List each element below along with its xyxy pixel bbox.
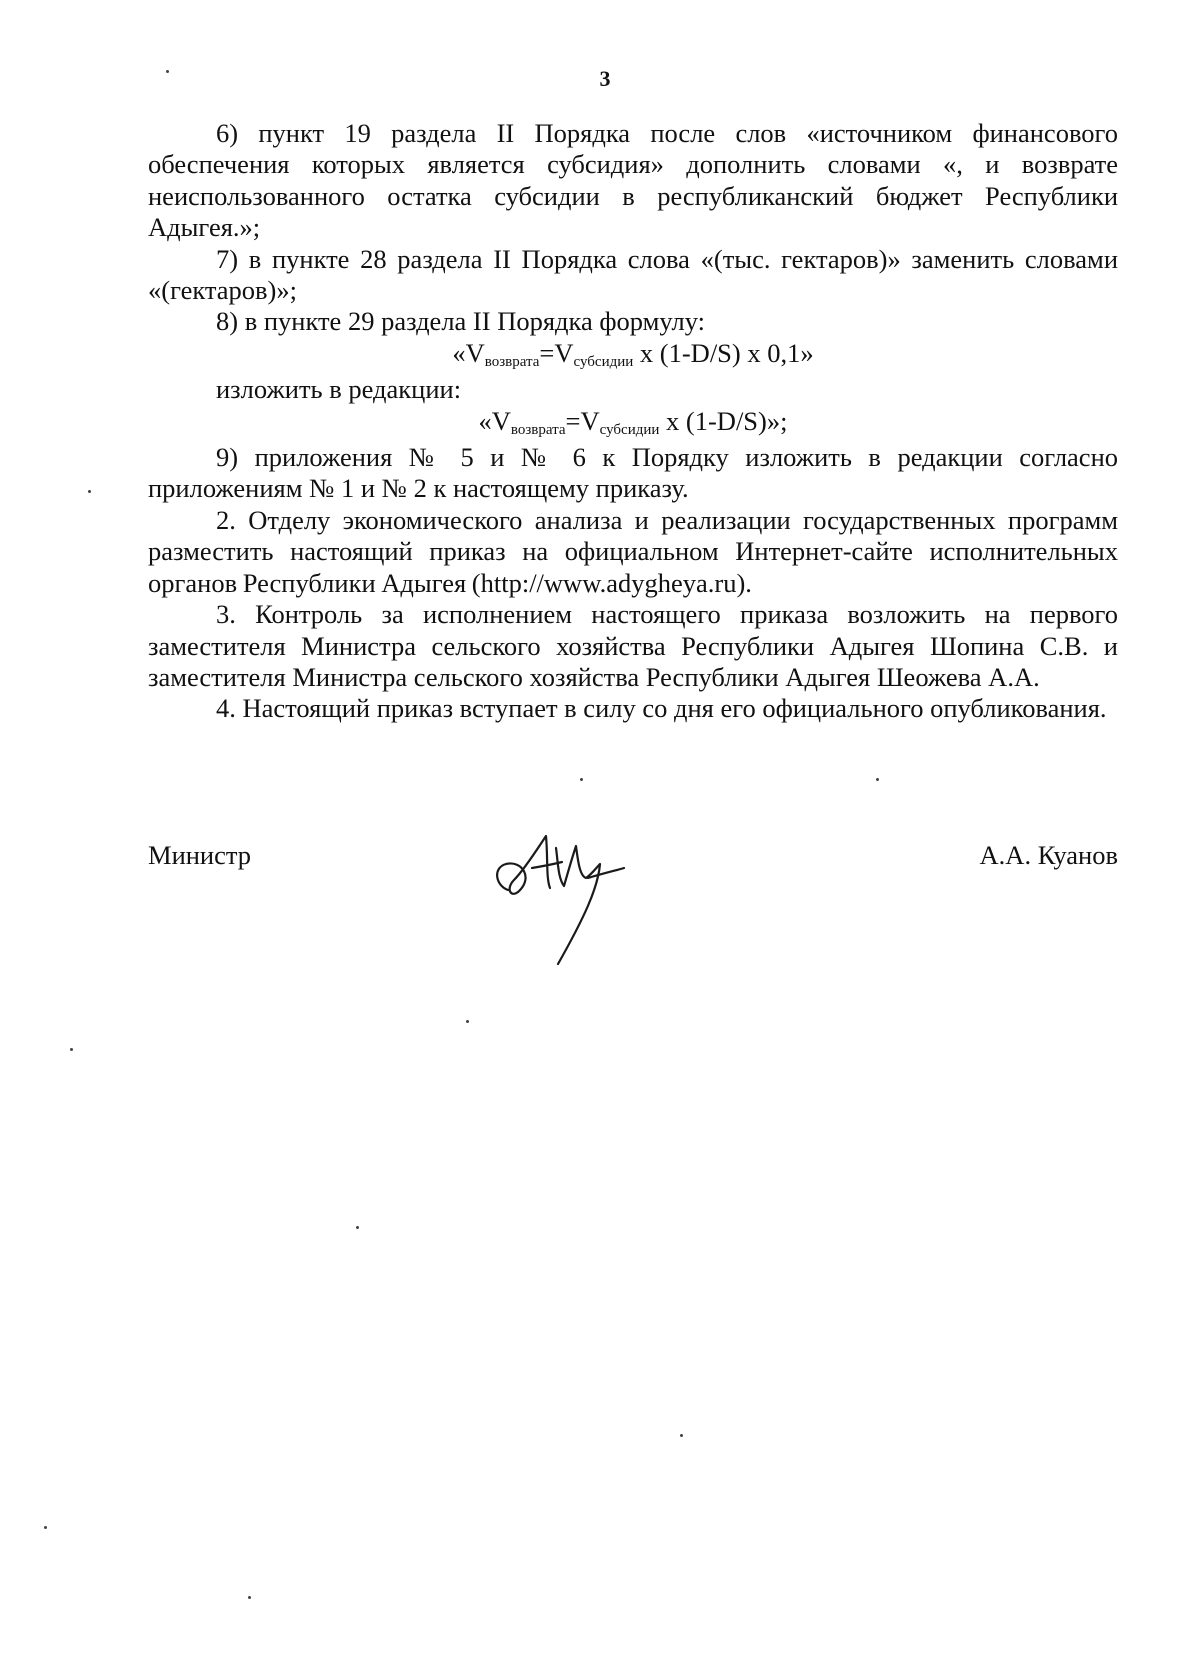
scan-speck [166,70,169,73]
document-body [148,118,1118,725]
scan-speck [580,778,583,781]
paragraph-item-8: 8) в пункте 29 раздела II Порядка формулу: [216,306,705,337]
paragraph-item-6: 6) пункт 19 раздела II Порядка после слов «источником финансового обеспечения которых является субсидия» дополнить словами «, и возврате неиспользованного остатка субсидии в республиканский бюджет Республики Адыгея.»; [148,118,1118,243]
scan-speck [70,1048,73,1051]
formula-old-open: «V [452,337,485,368]
formula-new-rest: х (1-D/S)»; [659,405,788,436]
formula-new-open: «V [478,405,511,436]
formula-old-sub-subsidy: субсидии [573,353,634,370]
paragraph-item-7: 7) в пункте 28 раздела II Порядка слова «(тыс. гектаров)» заменить словами «(гектаров)»; [148,243,1118,306]
section-4: 4. Настоящий приказ вступает в силу со дня его официального опубликования. [216,693,1107,724]
scan-speck [248,1596,251,1599]
formula-old-mid: =V [539,337,574,368]
formula-new-sub-subsidy: субсидии [599,421,660,438]
scan-speck [466,1020,469,1023]
formula-new-mid: =V [565,405,600,436]
edit-line: изложить в редакции: [216,374,462,405]
scan-speck [356,1226,359,1229]
signer-name: А.А. Куанов [979,840,1118,870]
handwritten-signature [488,828,648,978]
paragraph-item-9: 9) приложения № 5 и № 6 к Порядку изложить в редакции согласно приложениям № 1 и № 2 к настоящему приказу. [148,442,1118,504]
signer-title: Министр [148,840,252,870]
formula-old [148,338,1118,374]
formula-new-sub-return: возврата [510,421,566,438]
scan-speck [876,778,879,781]
section-3: 3. Контроль за исполнением настоящего приказа возложить на первого заместителя Министра сельского хозяйства Республики Адыгея Шопина С.В. и заместителя Министра сельского хозяйства Республики Адыгея Шеожева А.А. [148,599,1118,692]
scan-speck [680,1434,683,1437]
formula-old-rest: х (1-D/S) х 0,1» [633,337,814,368]
scan-speck [88,490,91,493]
section-2: 2. Отделу экономического анализа и реализации государственных программ разместить настоящий приказ на официальном Интернет-сайте исполнительных органов Республики Адыгея (http://www.adygheya.ru). [148,504,1118,598]
scan-speck [44,1526,47,1529]
formula-new [148,406,1118,442]
formula-old-sub-return: возврата [484,353,540,370]
page-number: 3 [599,66,611,91]
